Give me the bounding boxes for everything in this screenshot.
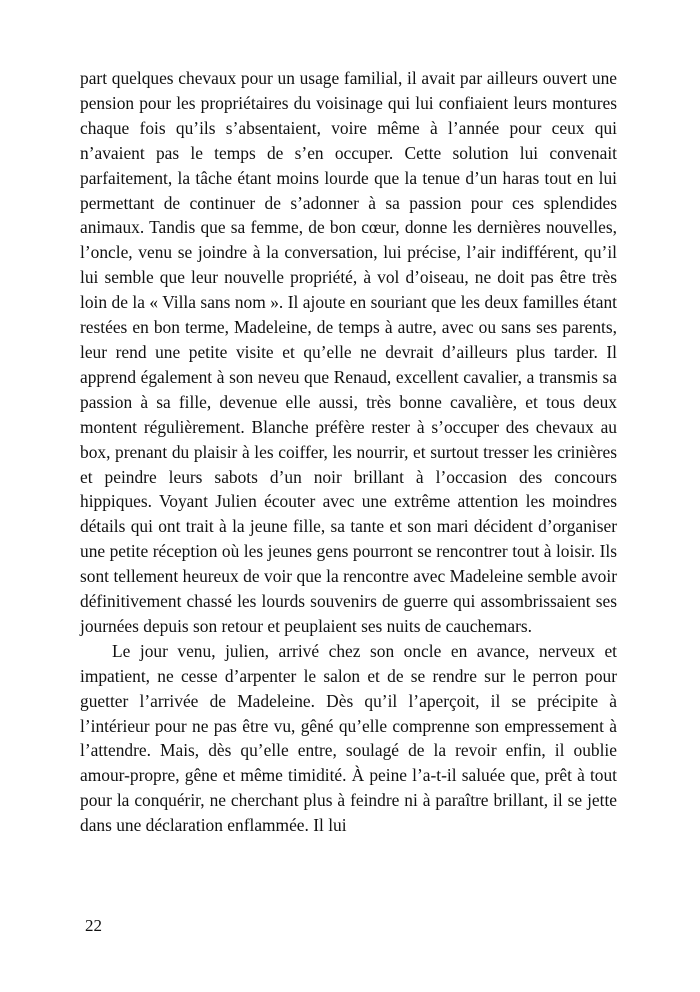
paragraph-1: part quelques chevaux pour un usage familial, il avait par ailleurs ouvert une pension pour les propriétaires du voisinage qui lui confiaient leurs montures chaque fois qu’ils s’absentaient, voire même à l’année pour ceux qui n’avaient pas le temps de s’en occuper. Cette solution lui convenait parfaitement, la tâche étant moins lourde que la tenue d’un haras tout en lui permettant de continuer de s’adonner à sa passion pour ces splendides animaux. Tandis que sa femme, de bon cœur, donne les dernières nouvelles, l’oncle, venu se joindre à la conversation, lui précise, l’air indifférent, qu’il lui semble que leur nouvelle propriété, à vol d’oiseau, ne doit pas être très loin de la « Villa sans nom ». Il ajoute en souriant que les deux familles étant restées en bon terme, Madeleine, de temps à autre, avec ou sans ses parents, leur rend une petite visite et qu’elle ne devrait d’ailleurs plus tarder. Il apprend également à son neveu que Renaud, excellent cavalier, a transmis sa passion à sa fille, devenue elle aussi, très bonne cavalière, et tous deux montent régulièrement. Blanche préfère rester à s’occuper des chevaux au box, prenant du plaisir à les coiffer, les nourrir, et surtout tresser les crinières et peindre leurs sabots d’un noir brillant à l’occasion des concours hippiques. Voyant Julien écouter avec une extrême attention les moindres détails qui ont trait à la jeune fille, sa tante et son mari décident d’organiser une petite réception où les jeunes gens pourront se rencontrer tout à loisir. Ils sont tellement heureux de voir que la rencontre avec Madeleine semble avoir définitivement chassé les lourds souvenirs de guerre qui assombrissaient ses journées depuis son retour et peuplaient ses nuits de cauchemars. [80,68,617,636]
page-body [80,66,617,838]
page-number: 22 [85,916,102,935]
paragraph-2: Le jour venu, julien, arrivé chez son oncle en avance, nerveux et impatient, ne cesse d’arpenter le salon et de se rendre sur le perron pour guetter l’arrivée de Madeleine. Dès qu’il l’aperçoit, il se précipite à l’intérieur pour ne pas être vu, gêné qu’elle comprenne son empressement à l’attendre. Mais, dès qu’elle entre, soulagé de la revoir enfin, il oublie amour-propre, gêne et même timidité. À peine l’a-t-il saluée que, prêt à tout pour la conquérir, ne cherchant plus à feindre ni à paraître brillant, il se jette dans une déclaration enflammée. Il lui [80,640,617,836]
